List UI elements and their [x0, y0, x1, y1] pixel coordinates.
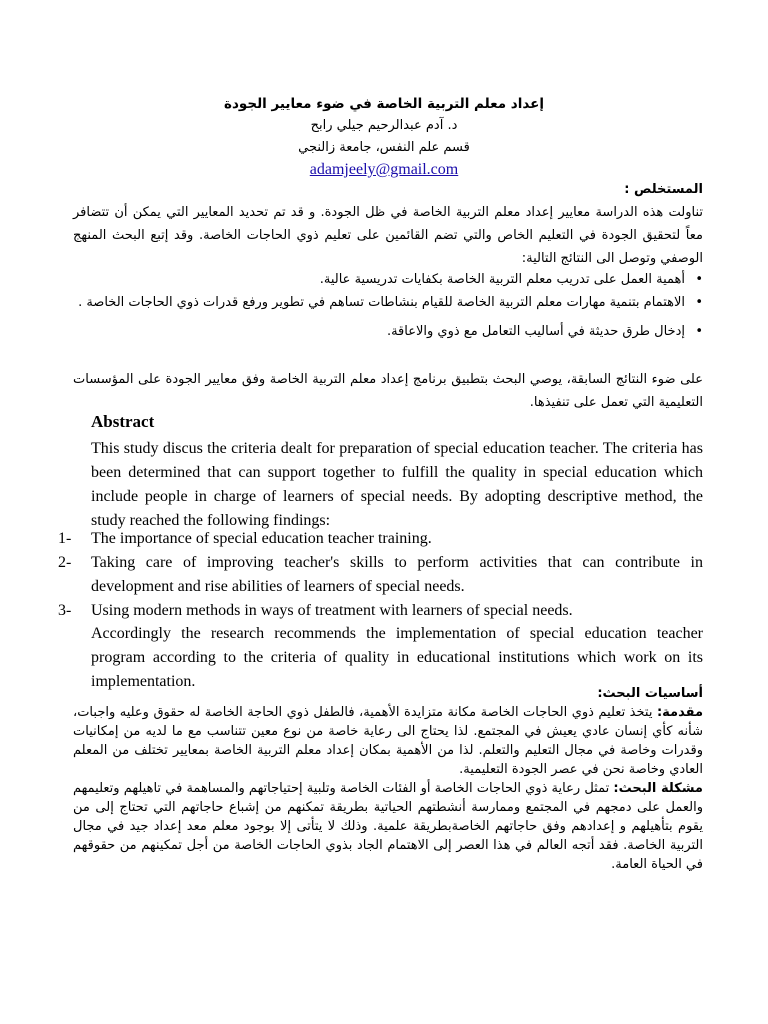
paper-header [0, 93, 768, 181]
research-basics-section [73, 684, 703, 874]
arabic-abstract-heading: المستخلص : [624, 182, 703, 197]
arabic-abstract-intro: تناولت هذه الدراسة معايير إعداد معلم التربية الخاصة في ظل الجودة. و قد تم تحديد المعايير التي يمكن أن تتضافر معاً لتحقيق الجودة في التعليم الخاص والتي تضم القائمين على تعليم ذوي الحاجات الخاصة. وقد إتبع البحث المنهج الوصفي وتوصل الى النتائج التالية: [73, 205, 703, 266]
list-number: 3- [58, 602, 72, 619]
problem-paragraph [73, 779, 703, 874]
english-abstract-heading: Abstract [91, 412, 155, 431]
author-affiliation: قسم علم النفس، جامعة زالنجي [298, 140, 470, 155]
english-recommendation: Accordingly the research recommends the implementation of special education teacher program according to the criteria of quality in educational institutions which work on its implementation. [91, 625, 703, 690]
paper-title: إعداد معلم التربية الخاصة في ضوء معايير الجودة [224, 96, 544, 112]
author-email-link[interactable]: adamjeely@gmail.com [309, 161, 459, 178]
bullet-icon: • [695, 272, 703, 287]
list-item [73, 320, 703, 343]
problem-text: تمثل رعاية ذوي الحاجات الخاصة أو الفئات الخاصة وتلبية إحتياجاتهم والمساهمة في تاهيلهم وتعليمهم والعمل على دمجهم في المجتمع وممارسة أنشطتهم الحياتية بطريقة تمكنهم من إشباع حاجاتهم التي تحتاج إلى من يقوم بتأهيلهم و إعدادهم وفق حاجاتهم الخاصةبطريقة علمية. وذلك لا يتأتى إلا بوجود معلم معد إعداد جيد في مجال التربية الخاصة. فقد أتجه العالم في هذا العصر إلى الاهتمام الجاد بذوي الحاجات الخاصة من أجل تمكينهم من حقوقهم في الحياة العامة. [73, 781, 703, 872]
bullet-icon: • [695, 295, 703, 310]
list-item [58, 527, 703, 551]
arabic-findings-list [73, 268, 703, 343]
author-name: د. آدم عبدالرحيم جيلي رابح [310, 118, 458, 133]
list-item [73, 291, 703, 314]
list-number: 1- [58, 530, 72, 547]
intro-label: مقدمة: [656, 705, 703, 720]
list-item [58, 551, 703, 599]
english-findings-list [58, 527, 703, 623]
finding-text: Using modern methods in ways of treatment with learners of special needs. [91, 602, 573, 619]
finding-text: إدخال طرق حديثة في أساليب التعامل مع ذوي والاعاقة. [386, 324, 685, 339]
problem-label: مشكلة البحث: [613, 781, 703, 796]
finding-text: الاهتمام بتنمية مهارات معلم التربية الخاصة للقيام بنشاطات تساهم في تطوير ورفع قدرات ذوي الحاجات الخاصة . [78, 295, 685, 310]
finding-text: The importance of special education teacher training. [91, 530, 432, 547]
finding-text: أهمية العمل على تدريب معلم التربية الخاصة بكفايات تدريسية عالية. [319, 272, 685, 287]
arabic-abstract [73, 178, 703, 270]
list-item [58, 599, 703, 623]
finding-text: Taking care of improving teacher's skills to perform activities that can contribute in development and rise abilities of learners of special needs. [91, 554, 703, 595]
english-abstract-paragraph: This study discus the criteria dealt for preparation of special education teacher. The criteria has been determined that can support together to fulfill the quality in special education which include people in charge of learners of special needs. By adopting descriptive method, the study reached the following findings: [91, 440, 703, 529]
list-item [73, 268, 703, 291]
research-basics-heading: أساسيات البحث: [597, 686, 703, 701]
arabic-recommendation: على ضوء النتائج السابقة، يوصي البحث بتطبيق برنامج إعداد معلم التربية الخاصة وفق معايير الجودة على المؤسسات التعليمية التي تعمل على تنفيذها. [73, 372, 703, 410]
bullet-icon: • [695, 324, 703, 339]
list-number: 2- [58, 554, 72, 571]
intro-text: يتخذ تعليم ذوي الحاجات الخاصة مكانة متزايدة الأهمية، فالطفل ذوي الحاجة الخاصة له حقوق وعليه واجبات، شأنه كأي إنسان عادي يعيش في المجتمع. لذا يحتاج الى رعاية خاصة من نوع معين تتناسب مع ما لديه من إمكانيات وقدرات وخاصة في مجال التعليم والتعلم. لذا من الأهمية بمكان إعداد معلم التربية الخاصة بمعايير تختلف من المعلم العادي وخاصة نحن في عصر الجودة التعليمية. [73, 705, 703, 777]
intro-paragraph [73, 703, 703, 779]
